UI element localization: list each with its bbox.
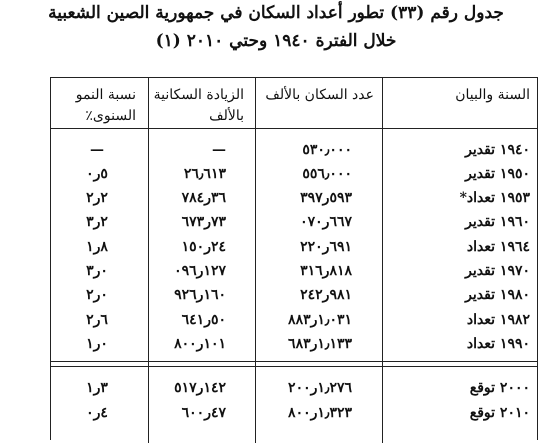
header-rate-line1: نسبة النمو	[75, 87, 136, 103]
cell-rate: ٣ر١	[86, 380, 108, 396]
cell-rate: ٨ر١	[86, 239, 108, 255]
column-divider	[148, 77, 149, 443]
cell-year: ٢٠٠٠ توقع	[469, 380, 530, 396]
header-divider	[50, 128, 538, 129]
cell-population: ١٫١٣٣ر٦٨٣	[288, 336, 352, 352]
column-divider	[382, 77, 383, 443]
cell-rate: ٢ر٣	[86, 214, 108, 230]
cell-population: ٩٨١ر٢٤٢	[300, 287, 352, 303]
cell-population: ٥٥٦٫٠٠٠	[302, 166, 352, 182]
cell-population: ٥٣٠٫٠٠٠	[302, 142, 352, 158]
cell-increase: ٢٤ر١٥٠	[181, 239, 226, 255]
cell-year: ١٩٤٠ تقدير	[465, 142, 530, 158]
cell-increase: ١٤٢ر٥١٧	[174, 380, 226, 396]
cell-increase: ١٠١ر٨٠٠	[174, 336, 226, 352]
cell-rate: ٦ر٢	[86, 312, 108, 328]
cell-rate: ٥ر٠	[86, 166, 108, 182]
section-divider	[50, 361, 538, 362]
header-increase	[154, 85, 244, 127]
cell-rate: ٠ر١	[86, 336, 108, 352]
cell-increase: ١٢٧ر٠٩٦	[174, 263, 226, 279]
cell-rate: ٠ر٣	[86, 263, 108, 279]
cell-year: ١٩٥٣ تعداد*	[459, 190, 530, 206]
cell-year: ١٩٧٠ تقدير	[465, 263, 530, 279]
cell-increase: ٣٦ر٧٨٤	[181, 190, 226, 206]
header-rate-line2: السنوى٪	[85, 108, 136, 124]
cell-population: ٦٩١ر٢٢٠	[300, 239, 352, 255]
cell-population: ١٫٢٧٦ر٢٠٠	[288, 380, 352, 396]
header-increase-line1: الزيادة السكانية	[153, 87, 244, 103]
cell-year: ١٩٥٠ تقدير	[465, 166, 530, 182]
cell-population: ٥٩٣ر٣٩٧	[300, 190, 352, 206]
table-subtitle: خلال الفترة ١٩٤٠ وحتي ٢٠١٠ (١)	[155, 31, 397, 51]
cell-population: ٦٦٧ر٠٧٠	[300, 214, 352, 230]
cell-increase: ٤٧ر٦٠٠	[181, 405, 226, 421]
header-rate	[76, 85, 136, 127]
header-increase-line2: بالألف	[209, 108, 244, 124]
cell-population: ١٫٣٢٣ر٨٠٠	[288, 405, 352, 421]
cell-rate: ٠ر٢	[86, 287, 108, 303]
cell-rate: ٢ر٢	[86, 190, 108, 206]
cell-increase: ٧٣ر٦٧٣	[181, 214, 226, 230]
cell-year: ١٩٦٠ تقدير	[465, 214, 530, 230]
cell-increase: ١٦٠ر٩٢٦	[174, 287, 226, 303]
cell-population: ١٫٠٣١ر٨٨٣	[288, 312, 352, 328]
cell-rate: —	[90, 142, 104, 158]
cell-year: ٢٠١٠ توقع	[469, 405, 530, 421]
cell-increase: ٥٠ر٦٤١	[181, 312, 226, 328]
cell-year: ١٩٨٢ تعداد	[466, 312, 530, 328]
cell-increase: ٢٦٫٦١٣	[183, 166, 226, 182]
column-divider	[255, 77, 256, 443]
cell-year: ١٩٨٠ تقدير	[465, 287, 530, 303]
cell-population: ٨١٨ر٣١٦	[300, 263, 352, 279]
section-divider	[50, 366, 538, 367]
header-population: عدد السكان بالألف	[265, 87, 374, 103]
cell-year: ١٩٦٤ تعداد	[466, 239, 530, 255]
cell-rate: ٤ر٠	[86, 405, 108, 421]
cell-year: ١٩٩٠ تعداد	[466, 336, 530, 352]
table-title: جدول رقم (٣٣) تطور أعداد السكان في جمهورية الصين الشعبية	[48, 3, 504, 23]
cell-increase: —	[212, 142, 226, 158]
header-year: السنة والبيان	[455, 87, 530, 103]
